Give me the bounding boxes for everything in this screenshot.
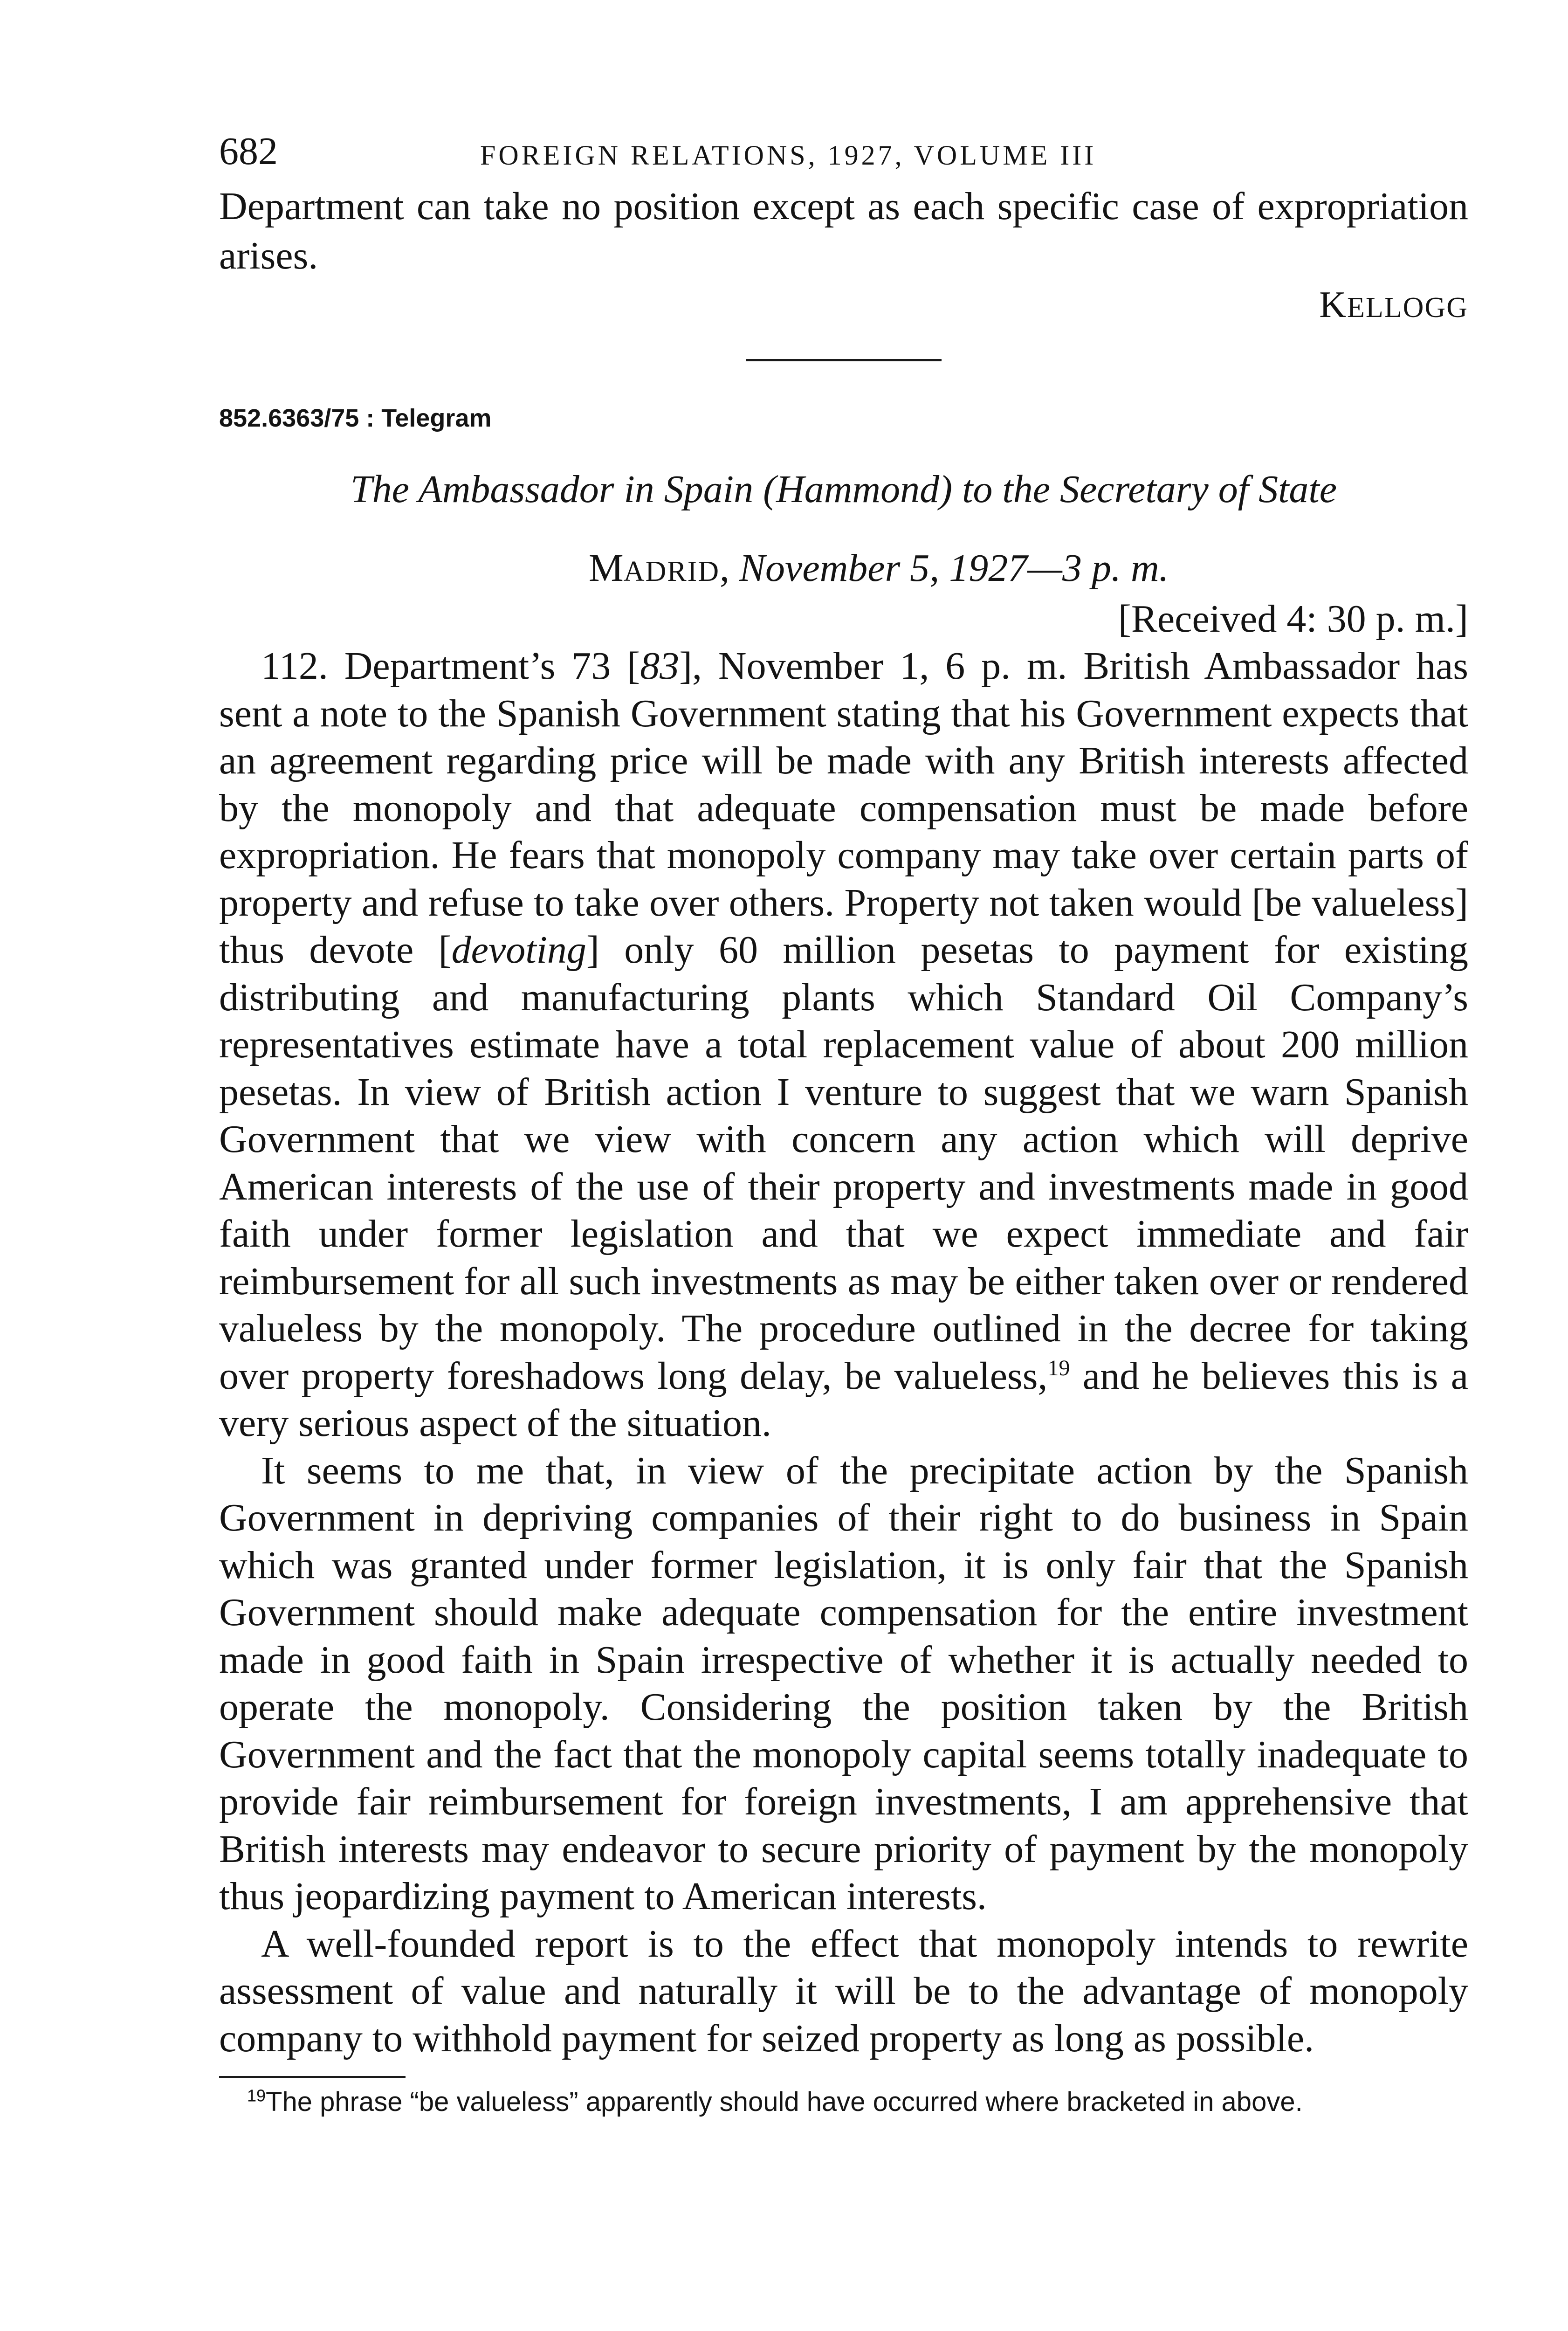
document-title: The Ambassador in Spain (Hammond) to the Secretary of State [350,468,1337,511]
document-page [219,126,1468,2118]
body-paragraph-2: It seems to me that, in view of the precipitate action by the Spanish Government in depriving companies of their right to do business in Spain which was granted under former legislation, it is only fair that the Spanish Government should make adequate compensation for the entire investment made in good faith in Spain irrespective of whether it is actually needed to operate the monopoly. Considering the position taken by the British Government and the fact that the monopoly capital seems totally inadequate to provide fair reimbursement for foreign investments, I am apprehensive that British interests may endeavor to secure priority of payment by the monopoly thus jeopardizing payment to American interests. [219,1448,1468,1918]
signature-initial: K [1319,284,1348,325]
dateline-date: November 5, 1927—3 p. m. [739,546,1169,590]
body-paragraph-3: A well-founded report is to the effect that monopoly intends to rewrite assessment of value and naturally it will be to the advantage of monopoly company to withhold payment for seized property as long as possible. [219,1922,1468,2060]
footnote-rule [219,2076,406,2078]
footnote-reference: 19 [1047,1355,1070,1380]
dateline: MADRID, November 5, 1927—3 p. m. [589,546,1169,590]
dateline-place-initial: M [589,546,624,590]
body-paragraph-1 [219,642,1468,1447]
footnote-text: The phrase “be valueless” apparently should have occurred where bracketed in above. [266,2087,1303,2117]
section-divider [746,359,942,361]
footnote [219,2086,1468,2118]
page-header [219,126,1468,177]
previous-document-closing: Department can take no position except as each specific case of expropriation arises. [219,185,1468,277]
received-note: [Received 4: 30 p. m.] [1118,597,1468,641]
paragraph-1-tail: and he believes this is a very serious aspect of the situation. [219,1354,1468,1445]
paragraph-1-italic-ref: 83 [640,644,680,688]
page-number: 682 [219,130,278,173]
paragraph-1-body-b: ] only 60 million pesetas to payment for existing distributing and manufacturing plants which Standard Oil Company’s representatives estimate have a total replacement value of about 200 million pesetas. In view of British action I venture to suggest that we warn Spanish Government that we view with concern any action which will deprive American interests of the use of their property and investments made in good faith under former legislation and that we expect immediate and fair reimbursement for all such investments as may be either taken over or rendered valueless by the monopoly. The procedure outlined in the decree for taking over property foreshadows long delay, be valueless, [219,928,1469,1398]
dateline-place-rest: ADRID [623,556,720,587]
file-reference: 852.6363/75 : Telegram [219,404,492,432]
footnote-marker: 19 [247,2086,266,2105]
signature-rest: ELLOGG [1347,292,1468,324]
paragraph-1-body-a: ], November 1, 6 p. m. British Ambassador has sent a note to the Spanish Government stating that his Government expects that an agreement regarding price will be made with any British interests affected by the monopoly and that adequate compensation must be made before expropriation. He fears that monopoly company may take over certain parts of property and refuse to take over others. Property not taken would [be valueless] thus devote [ [219,644,1468,972]
paragraph-1-lead: 112. Department’s 73 [ [261,644,640,688]
signature [219,283,1468,330]
running-head: FOREIGN RELATIONS, 1927, VOLUME III [480,140,1097,171]
paragraph-1-italic-correction: devoting [451,928,586,972]
